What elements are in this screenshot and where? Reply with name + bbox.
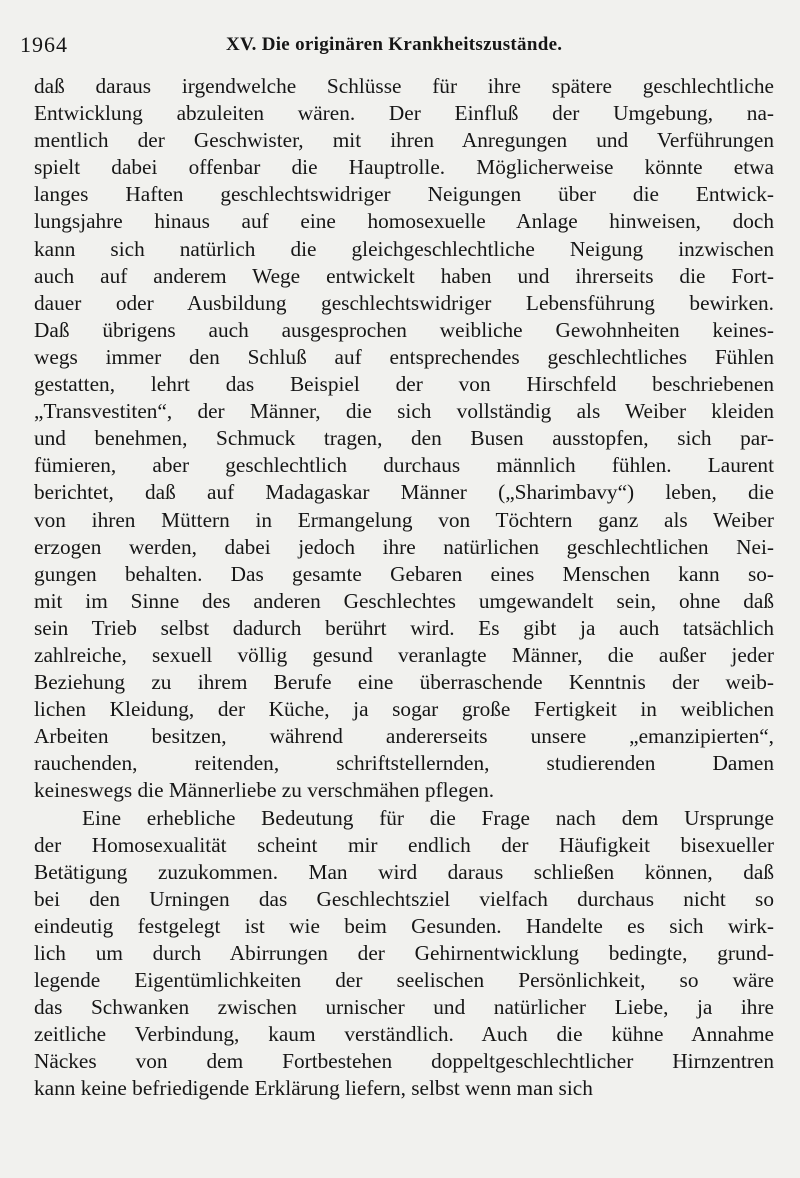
text-line: lichen Kleidung, der Küche, ja sogar große Fertigkeit in weiblichen <box>34 697 774 722</box>
text-line: zeitliche Verbindung, kaum verständlich. Auch die kühne Annahme <box>34 1022 774 1047</box>
text-line: lungsjahre hinaus auf eine homosexuelle Anlage hinweisen, doch <box>34 209 774 234</box>
text-line: daß daraus irgendwelche Schlüsse für ihre spätere geschlechtliche <box>34 74 774 98</box>
text-line: langes Haften geschlechtswidriger Neigungen über die Entwick- <box>34 182 774 207</box>
text-line: zahlreiche, sexuell völlig gesund veranlagte Männer, die außer jeder <box>34 642 774 667</box>
text-line: dauer oder Ausbildung geschlechtswidriger Lebensführung bewirken. <box>34 290 774 315</box>
text-line: mit im Sinne des anderen Geschlechtes umgewandelt sein, ohne daß <box>34 588 774 613</box>
text-line: lich um durch Abirrungen der Gehirnentwicklung bedingte, grund- <box>34 941 774 965</box>
text-line: Beziehung zu ihrem Berufe eine überraschende Kenntnis der weib- <box>34 670 774 695</box>
text-line: der Homosexualität scheint mir endlich der Häufigkeit bisexueller <box>34 832 774 857</box>
text-line: Eine erhebliche Bedeutung für die Frage nach dem Ursprunge <box>82 805 774 830</box>
text-line: wegs immer den Schluß auf entsprechendes geschlechtliches Fühlen <box>34 344 774 369</box>
text-line: eindeutig festgelegt ist wie beim Gesunden. Handelte es sich wirk- <box>34 913 774 938</box>
text-line: gungen behalten. Das gesamte Gebaren eines Menschen kann so- <box>34 561 774 586</box>
page-header <box>20 32 770 62</box>
text-line: erzogen werden, dabei jedoch ihre natürlichen geschlechtlichen Nei- <box>34 534 774 559</box>
text-line: Entwicklung abzuleiten wären. Der Einfluß der Umgebung, na- <box>34 101 774 126</box>
text-line: kann keine befriedigende Erklärung liefern, selbst wenn man sich <box>34 1076 593 1101</box>
text-line: Näckes von dem Fortbestehen doppeltgeschlechtlicher Hirnzentren <box>34 1049 774 1074</box>
text-line: bei den Urningen das Geschlechtsziel vielfach durchaus nicht so <box>34 886 774 911</box>
text-line: spielt dabei offenbar die Hauptrolle. Möglicherweise könnte etwa <box>34 155 774 180</box>
text-line: kann sich natürlich die gleichgeschlechtliche Neigung inzwischen <box>34 236 774 261</box>
text-line: sein Trieb selbst dadurch berührt wird. Es gibt ja auch tatsächlich <box>34 615 774 640</box>
paragraph <box>34 73 774 805</box>
text-line: Arbeiten besitzen, während andererseits unsere „emanzipierten“, <box>34 724 774 749</box>
page-number: 1964 <box>20 32 68 57</box>
text-line: auch auf anderem Wege entwickelt haben und ihrerseits die Fort- <box>34 263 774 288</box>
text-line: rauchenden, reitenden, schriftstellernden, studierenden Damen <box>34 751 774 776</box>
text-line: von ihren Müttern in Ermangelung von Töchtern ganz als Weiber <box>34 507 774 532</box>
text-line: mentlich der Geschwister, mit ihren Anregungen und Verführungen <box>34 128 774 153</box>
text-line: legende Eigentümlichkeiten der seelischen Persönlichkeit, so wäre <box>34 968 774 993</box>
running-title: XV. Die originären Krankheitszustände. <box>226 34 563 55</box>
text-line: und benehmen, Schmuck tragen, den Busen ausstopfen, sich par- <box>34 426 774 451</box>
text-line: gestatten, lehrt das Beispiel der von Hirschfeld beschriebenen <box>34 372 774 397</box>
paragraph <box>34 805 774 1103</box>
text-line: fümieren, aber geschlechtlich durchaus männlich fühlen. Laurent <box>34 453 774 478</box>
text-line: berichtet, daß auf Madagaskar Männer („Sharimbavy“) leben, die <box>34 480 774 505</box>
text-line: das Schwanken zwischen urnischer und natürlicher Liebe, ja ihre <box>34 995 774 1020</box>
text-line: Daß übrigens auch ausgesprochen weibliche Gewohnheiten keines- <box>34 317 774 342</box>
text-line: keineswegs die Männerliebe zu verschmähen pflegen. <box>34 778 495 803</box>
text-line: „Transvestiten“, der Männer, die sich vollständig als Weiber kleiden <box>34 399 774 424</box>
text-line: Betätigung zuzukommen. Man wird daraus schließen können, daß <box>34 859 774 884</box>
body-text <box>34 73 774 1103</box>
